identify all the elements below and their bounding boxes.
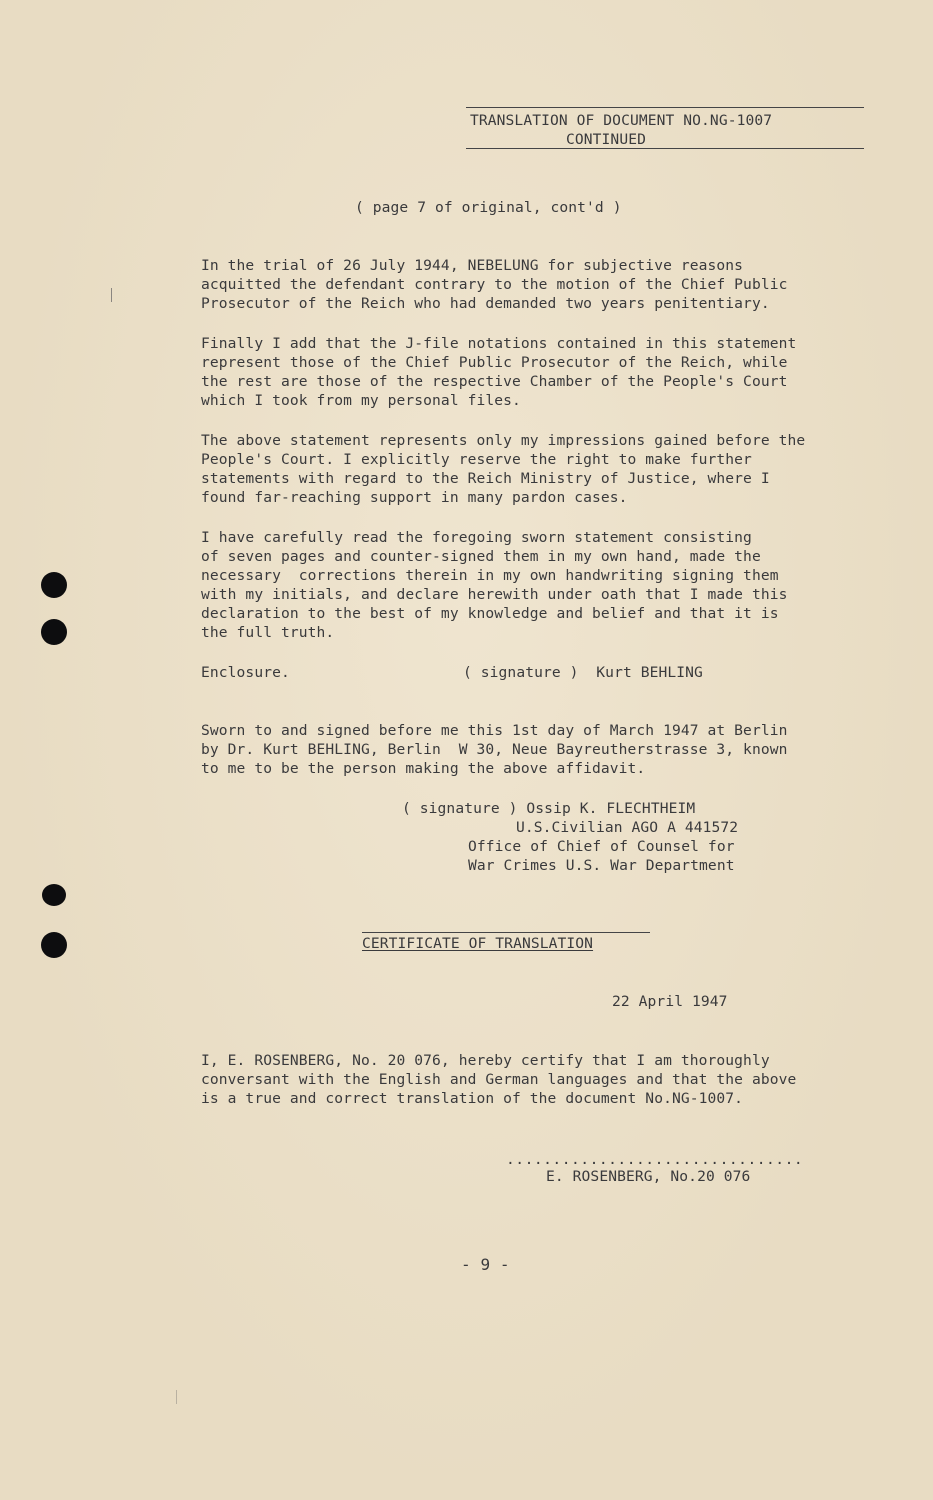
document-title: TRANSLATION OF DOCUMENT NO.NG-1007 — [470, 112, 773, 129]
impressions-line-3: statements with regard to the Reich Ministry of Justice, where I — [201, 470, 770, 487]
sworn-line-2: by Dr. Kurt BEHLING, Berlin W 30, Neue Bayreutherstrasse 3, known — [201, 741, 788, 758]
sworn-line-3: to me to be the person making the above affidavit. — [201, 760, 646, 777]
oath-line-6: the full truth. — [201, 624, 335, 641]
officer-ago: U.S.Civilian AGO A 441572 — [516, 819, 739, 836]
binder-hole-4 — [41, 932, 67, 958]
page-number: - 9 - — [461, 1255, 510, 1274]
header-rule-bottom — [466, 148, 864, 149]
jfile-line-1: Finally I add that the J-file notations contained in this statement — [201, 335, 797, 352]
sworn-line-1: Sworn to and signed before me this 1st day of March 1947 at Berlin — [201, 722, 788, 739]
certificate-line-3: is a true and correct translation of the document No.NG-1007. — [201, 1090, 744, 1107]
oath-line-2: of seven pages and counter-signed them in my own hand, made the — [201, 548, 761, 565]
translator-name: E. ROSENBERG, No.20 076 — [546, 1168, 751, 1185]
officer-office: Office of Chief of Counsel for — [468, 838, 735, 855]
certificate-line-2: conversant with the English and German languages and that the above — [201, 1071, 797, 1088]
certificate-line-1: I, E. ROSENBERG, No. 20 076, hereby certify that I am thoroughly — [201, 1052, 770, 1069]
jfile-line-3: the rest are those of the respective Chamber of the People's Court — [201, 373, 788, 390]
oath-line-1: I have carefully read the foregoing sworn statement consisting — [201, 529, 752, 546]
margin-mark — [176, 1390, 177, 1404]
page-note: ( page 7 of original, cont'd ) — [355, 199, 622, 216]
signature-dots: ................................ — [506, 1151, 804, 1168]
binder-hole-1 — [41, 572, 67, 598]
impressions-line-4: found far-reaching support in many pardon cases. — [201, 489, 628, 506]
enclosure-signature: ( signature ) Kurt BEHLING — [463, 664, 703, 681]
oath-line-5: declaration to the best of my knowledge and belief and that it is — [201, 605, 779, 622]
impressions-line-1: The above statement represents only my impressions gained before the — [201, 432, 806, 449]
margin-mark — [111, 288, 112, 302]
trial-line-1: In the trial of 26 July 1944, NEBELUNG for subjective reasons — [201, 257, 744, 274]
certificate-date: 22 April 1947 — [612, 993, 728, 1010]
header-rule-top — [466, 107, 864, 108]
certificate-rule-top — [362, 932, 650, 933]
certificate-title: CERTIFICATE OF TRANSLATION — [362, 935, 594, 952]
binder-hole-3 — [42, 884, 66, 906]
oath-line-4: with my initials, and declare herewith under oath that I made this — [201, 586, 788, 603]
enclosure-label: Enclosure. — [201, 664, 290, 681]
trial-line-3: Prosecutor of the Reich who had demanded two years penitentiary. — [201, 295, 770, 312]
jfile-line-4: which I took from my personal files. — [201, 392, 521, 409]
binder-hole-2 — [41, 619, 67, 645]
oath-line-3: necessary corrections therein in my own handwriting signing them — [201, 567, 779, 584]
officer-department: War Crimes U.S. War Department — [468, 857, 735, 874]
impressions-line-2: People's Court. I explicitly reserve the right to make further — [201, 451, 752, 468]
continued-label: CONTINUED — [566, 131, 646, 148]
officer-signature: ( signature ) Ossip K. FLECHTHEIM — [402, 800, 696, 817]
jfile-line-2: represent those of the Chief Public Prosecutor of the Reich, while — [201, 354, 788, 371]
trial-line-2: acquitted the defendant contrary to the motion of the Chief Public — [201, 276, 788, 293]
